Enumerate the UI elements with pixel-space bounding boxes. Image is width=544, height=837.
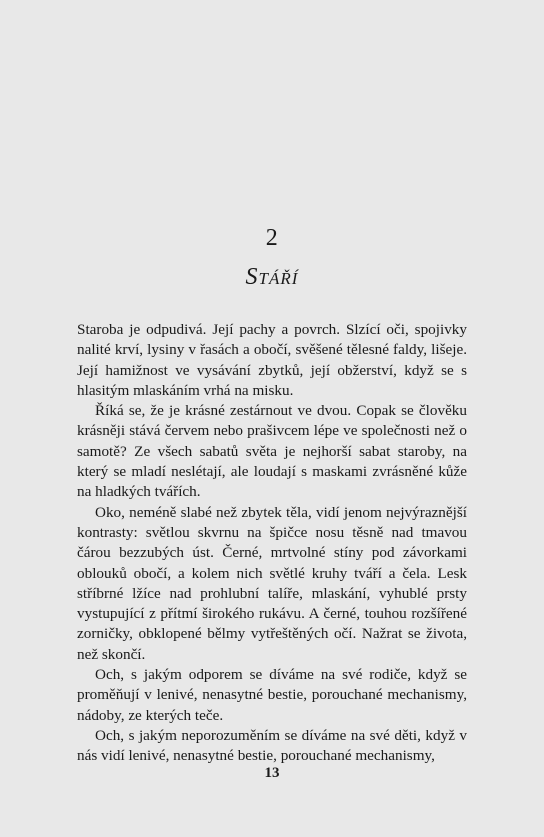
paragraph-5: Och, s jakým neporozuměním se díváme na své děti, když v nás vidí lenivé, nenasytné bestie, porouchané mechanismy, [77,726,467,765]
chapter-number: 2 [265,225,279,251]
paragraph-1: Staroba je odpudivá. Její pachy a povrch. Slzící oči, spojivky nalité krví, lysiny v řasách a obočí, svěšené tělesné faldy, lišeje. Její hamižnost ve vysávání zbytků, její obžerství, když se s hlasitým mlaskáním vrhá na misku. [77,321,467,399]
paragraph-4: Och, s jakým odporem se díváme na své rodiče, když se proměňují v lenivé, nenasytné bestie, porouchané mechanismy, nádoby, ze kterých teče. [77,666,467,724]
paragraph-3: Oko, neméně slabé než zbytek těla, vidí jenom nejvýraznější kontrasty: světlou skvrnu na špičce nosu těsně nad tmavou čárou bezzubých úst. Černé, mrtvolné stíny pod závorkami oblouků obočí, a kolem nich světlé kruhy tváří a čela. Lesk stříbrné lžíce nad prohlubní talíře, mlaskání, vyhublé prsty vystupující z přítmí širokého rukávu. A černé, touhou rozšířené zorničky, obklopené bělmy vytřeštěných očí. Nažrat se života, než skončí. [77,503,467,663]
page-number: 13 [264,765,280,781]
paragraph-2: Říká se, že je krásné zestárnout ve dvou. Copak se člověku krásněji stává červem nebo prašivcem lépe ve společnosti než o samotě? Ze všech sabatů světa je nejhorší sabat staroby, na který se mladí neslétají, ale loudají s maskami zvrásněné kůže na hladkých tvářích. [77,402,467,501]
body-text [77,320,467,767]
chapter-title: Stáří [245,264,299,290]
